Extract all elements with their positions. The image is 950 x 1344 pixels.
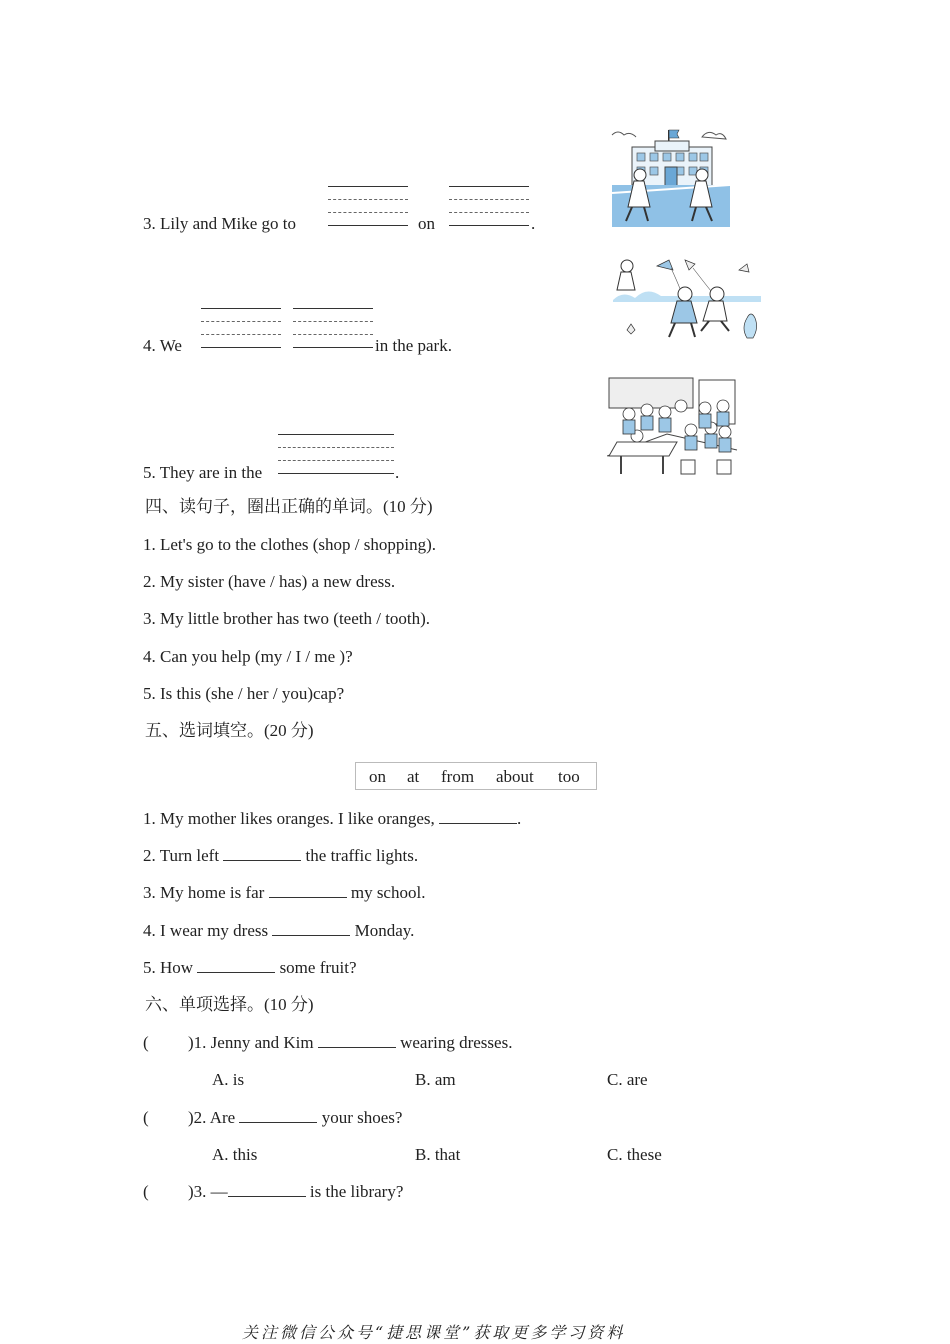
part5-item-3	[143, 883, 425, 903]
part5-item-2-post: the traffic lights.	[305, 846, 419, 865]
part5-item-2	[143, 846, 418, 866]
part6-q3-stem-pre: )3. —	[188, 1182, 228, 1201]
part5-item-3-pre: 3. My home is far	[143, 883, 265, 902]
part5-item-4-pre: 4. I wear my dress	[143, 921, 269, 940]
part4-item-5: 5. Is this (she / her / you)cap?	[143, 684, 345, 703]
answer-blank[interactable]	[318, 1033, 396, 1048]
writing-line-q5[interactable]	[278, 434, 394, 474]
answer-blank[interactable]	[228, 1182, 306, 1197]
classroom-picture	[607, 376, 739, 478]
word-bank-item: too	[558, 767, 580, 786]
part6-q1-option-c[interactable]: C. are	[607, 1070, 648, 1089]
school-picture	[610, 125, 732, 229]
part6-q1-stem-pre: )1. Jenny and Kim	[188, 1033, 314, 1052]
part5-item-1-pre: 1. My mother likes oranges. I like oranges,	[143, 809, 435, 828]
part5-heading: 五、选词填空。(20 分)	[145, 721, 314, 740]
part4-item-2: 2. My sister (have / has) a new dress.	[143, 572, 396, 591]
part6-q2-option-a[interactable]: A. this	[212, 1145, 258, 1164]
word-bank-item: at	[407, 767, 420, 786]
part6-q1-stem	[188, 1033, 512, 1053]
word-bank-box	[355, 762, 597, 790]
q3-end: .	[531, 214, 536, 233]
part6-q2-option-b[interactable]: B. that	[415, 1145, 461, 1164]
part4-item-1: 1. Let's go to the clothes (shop / shopping).	[143, 535, 436, 554]
part6-q1-option-b[interactable]: B. am	[415, 1070, 456, 1089]
answer-blank[interactable]	[439, 809, 517, 824]
answer-blank[interactable]	[269, 883, 347, 898]
part6-q2-stem	[188, 1108, 402, 1128]
part4-heading: 四、读句子，圈出正确的单词。(10 分)	[145, 497, 433, 516]
part6-q2-stem-pre: )2. Are	[188, 1108, 236, 1127]
part5-item-1	[143, 809, 521, 829]
part6-q3-stem	[188, 1182, 403, 1202]
answer-paren-1[interactable]: (	[143, 1033, 149, 1052]
writing-line-q3-a[interactable]	[328, 186, 408, 226]
word-bank-item: about	[496, 767, 534, 786]
part5-item-5-post: some fruit?	[279, 958, 357, 977]
footer-note: 关注微信公众号“捷思课堂”获取更多学习资料	[242, 1323, 626, 1342]
part5-item-4	[143, 921, 414, 941]
answer-blank[interactable]	[272, 921, 350, 936]
answer-blank[interactable]	[197, 958, 275, 973]
q4-end: in the park.	[375, 336, 452, 355]
q3-prefix: 3. Lily and Mike go to	[143, 214, 296, 233]
writing-line-q4-a[interactable]	[201, 308, 281, 348]
answer-paren-2[interactable]: (	[143, 1108, 149, 1127]
answer-blank[interactable]	[223, 846, 301, 861]
q4-prefix: 4. We	[143, 336, 182, 355]
part6-q1-stem-post: wearing dresses.	[400, 1033, 513, 1052]
part4-item-3: 3. My little brother has two (teeth / tooth).	[143, 609, 431, 628]
q3-middle: on	[418, 214, 435, 233]
writing-line-q3-b[interactable]	[449, 186, 529, 226]
word-bank-item: from	[441, 767, 475, 786]
writing-line-q4-b[interactable]	[293, 308, 373, 348]
answer-blank[interactable]	[239, 1108, 317, 1123]
part5-item-5-pre: 5. How	[143, 958, 194, 977]
part6-q2-option-c[interactable]: C. these	[607, 1145, 662, 1164]
part6-heading: 六、单项选择。(10 分)	[145, 995, 314, 1014]
kite-flying-picture	[613, 254, 765, 346]
part6-q2-stem-post: your shoes?	[321, 1108, 403, 1127]
part6-q3-stem-post: is the library?	[309, 1182, 404, 1201]
part4-item-4: 4. Can you help (my / I / me )?	[143, 647, 353, 666]
answer-paren-3[interactable]: (	[143, 1182, 149, 1201]
part5-item-2-pre: 2. Turn left	[143, 846, 220, 865]
q5-end: .	[395, 463, 400, 482]
part6-q1-option-a[interactable]: A. is	[212, 1070, 245, 1089]
part5-item-4-post: Monday.	[354, 921, 415, 940]
q5-prefix: 5. They are in the	[143, 463, 263, 482]
word-bank-item: on	[369, 767, 386, 786]
part5-item-5	[143, 958, 357, 978]
part5-item-1-post: .	[517, 809, 522, 828]
part5-item-3-post: my school.	[350, 883, 426, 902]
